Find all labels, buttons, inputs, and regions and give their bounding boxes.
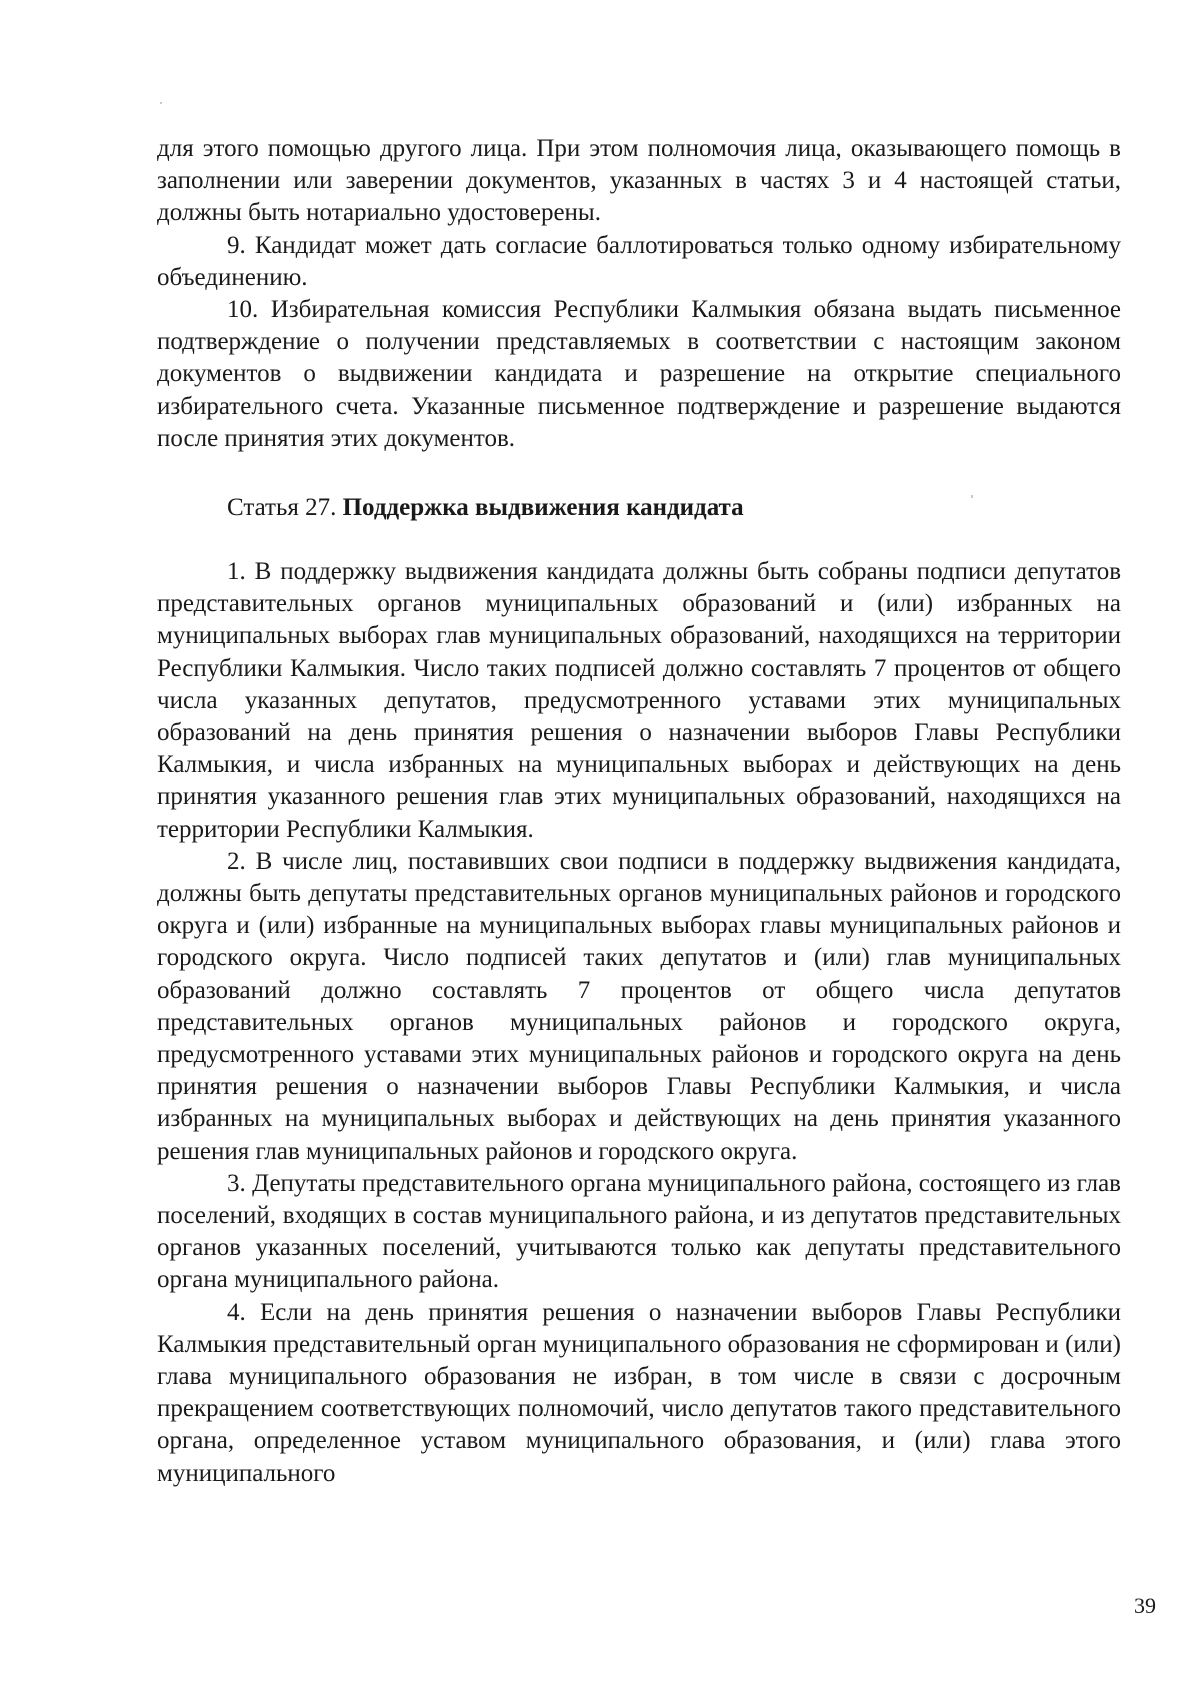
- article-number: Статья 27.: [227, 494, 337, 521]
- scan-speck: [160, 102, 162, 104]
- paragraph-9: 9. Кандидат может дать согласие баллотироваться только одному избирательному объединению.: [157, 231, 1121, 291]
- article-body: [157, 556, 1121, 1490]
- article-paragraph-3: 3. Депутаты представительного органа муниципального района, состоящего из глав поселений, входящих в состав муниципального района, и из депутатов представительных органов указанных поселений, учитываются только как депутаты представительного органа муниципального района.: [157, 1169, 1121, 1294]
- page-number: 39: [1134, 1593, 1156, 1618]
- text-block-top: [157, 133, 1121, 455]
- article-paragraph-2: 2. В числе лиц, поставивших свои подписи в поддержку выдвижения кандидата, должны быть депутаты представительных органов муниципальных районов и городского округа и (или) избранные на муниципальных выборах главы муниципальных районов и городского округа. Число подписей таких депутатов и (или) глав муниципальных образований должно составлять 7 процентов от общего числа депутатов представительных органов муниципальных районов и городского округа, предусмотренного уставами этих муниципальных районов и городского округа на день принятия решения о назначении выборов Главы Республики Калмыкия, и числа избранных на муниципальных выборах и действующих на день принятия указанного решения глав муниципальных районов и городского округа.: [157, 847, 1121, 1165]
- continuation-paragraph: для этого помощью другого лица. При этом полномочия лица, оказывающего помощь в заполнении или заверении документов, указанных в частях 3 и 4 настоящей статьи, должны быть нотариально удостоверены.: [157, 135, 1121, 227]
- article-paragraph-1: 1. В поддержку выдвижения кандидата должны быть собраны подписи депутатов представительных органов муниципальных образований и (или) избранных на муниципальных выборах глав муниципальных образований, находящихся на территории Республики Калмыкия. Число таких подписей должно составлять 7 процентов от общего числа указанных депутатов, предусмотренного уставами этих муниципальных образований на день принятия решения о назначении выборов Главы Республики Калмыкия, и числа избранных на муниципальных выборах и действующих на день принятия указанного решения глав этих муниципальных образований, находящихся на территории Республики Калмыкия.: [157, 558, 1121, 843]
- article-title: Поддержка выдвижения кандидата: [342, 494, 744, 521]
- article-paragraph-4: 4. Если на день принятия решения о назначении выборов Главы Республики Калмыкия представительный орган муниципального образования не сформирован и (или) глава муниципального образования не избран, в том числе в связи с досрочным прекращением соответствующих полномочий, число депутатов такого представительного органа, определенное уставом муниципального образования, и (или) глава этого муниципального: [157, 1298, 1121, 1487]
- scan-speck: [971, 495, 973, 498]
- article-heading: [227, 492, 744, 524]
- paragraph-10: 10. Избирательная комиссия Республики Калмыкия обязана выдать письменное подтверждение о получении представляемых в соответствии с настоящим законом документов о выдвижении кандидата и разрешение на открытие специального избирательного счета. Указанные письменное подтверждение и разрешение выдаются после принятия этих документов.: [157, 296, 1121, 452]
